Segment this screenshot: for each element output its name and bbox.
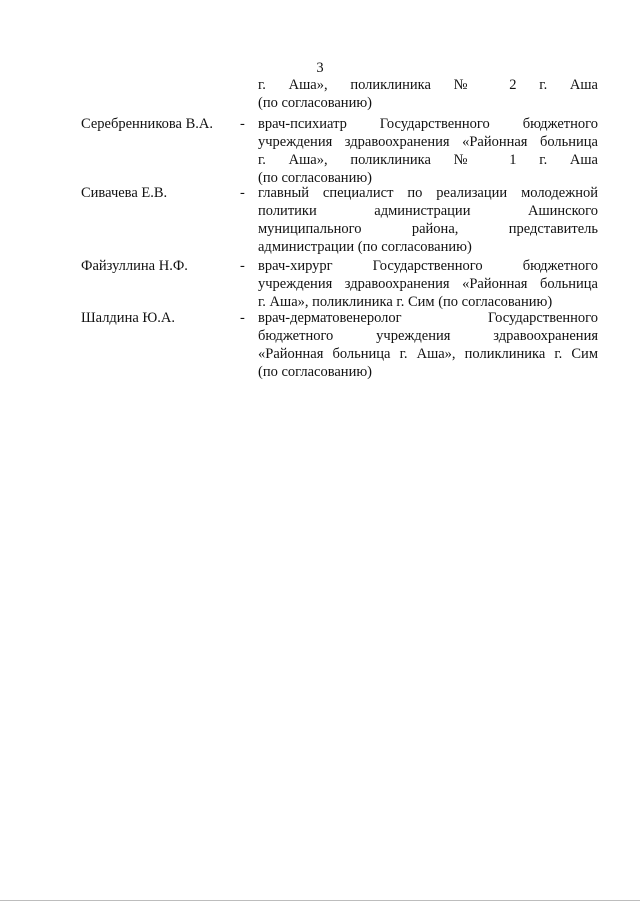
text-line: г. Аша», поликлиника № 1 г. Аша	[258, 152, 598, 168]
text-line: врач-хирург Государственного бюджетного	[258, 258, 598, 274]
text-line: учреждения здравоохранения «Районная больница	[258, 276, 598, 292]
member-dash: -	[240, 258, 245, 274]
member-name: Шалдина Ю.А.	[81, 310, 176, 326]
member-description	[258, 115, 598, 187]
text-line: учреждения здравоохранения «Районная больница	[258, 134, 598, 150]
member-dash: -	[240, 310, 245, 326]
member-description	[258, 257, 598, 311]
text-line: муниципального района, представитель	[258, 221, 598, 237]
text-line: г. Аша», поликлиника г. Сим (по согласованию)	[258, 294, 553, 310]
member-name: Сивачева Е.В.	[81, 185, 168, 201]
member-name: Серебренникова В.А.	[81, 116, 213, 132]
member-description	[258, 184, 598, 256]
member-name: Файзуллина Н.Ф.	[81, 258, 188, 274]
text-line: главный специалист по реализации молодежной	[258, 185, 598, 201]
continuation-text	[258, 76, 598, 112]
text-line: администрации (по согласованию)	[258, 239, 472, 255]
text-line: (по согласованию)	[258, 170, 372, 186]
page-number: 3	[316, 60, 324, 76]
text-line: г. Аша», поликлиника № 2 г. Аша	[258, 77, 598, 93]
member-dash: -	[240, 116, 245, 132]
member-description	[258, 309, 598, 381]
member-dash: -	[240, 185, 245, 201]
page-bottom-edge	[0, 900, 640, 901]
text-line: врач-дерматовенеролог Государственного	[258, 310, 598, 326]
text-line: врач-психиатр Государственного бюджетного	[258, 116, 598, 132]
text-line: политики администрации Ашинского	[258, 203, 598, 219]
text-line: бюджетного учреждения здравоохранения	[258, 328, 598, 344]
text-line: (по согласованию)	[258, 364, 372, 380]
text-line: (по согласованию)	[258, 95, 372, 111]
text-line: «Районная больница г. Аша», поликлиника г. Сим	[258, 346, 598, 362]
